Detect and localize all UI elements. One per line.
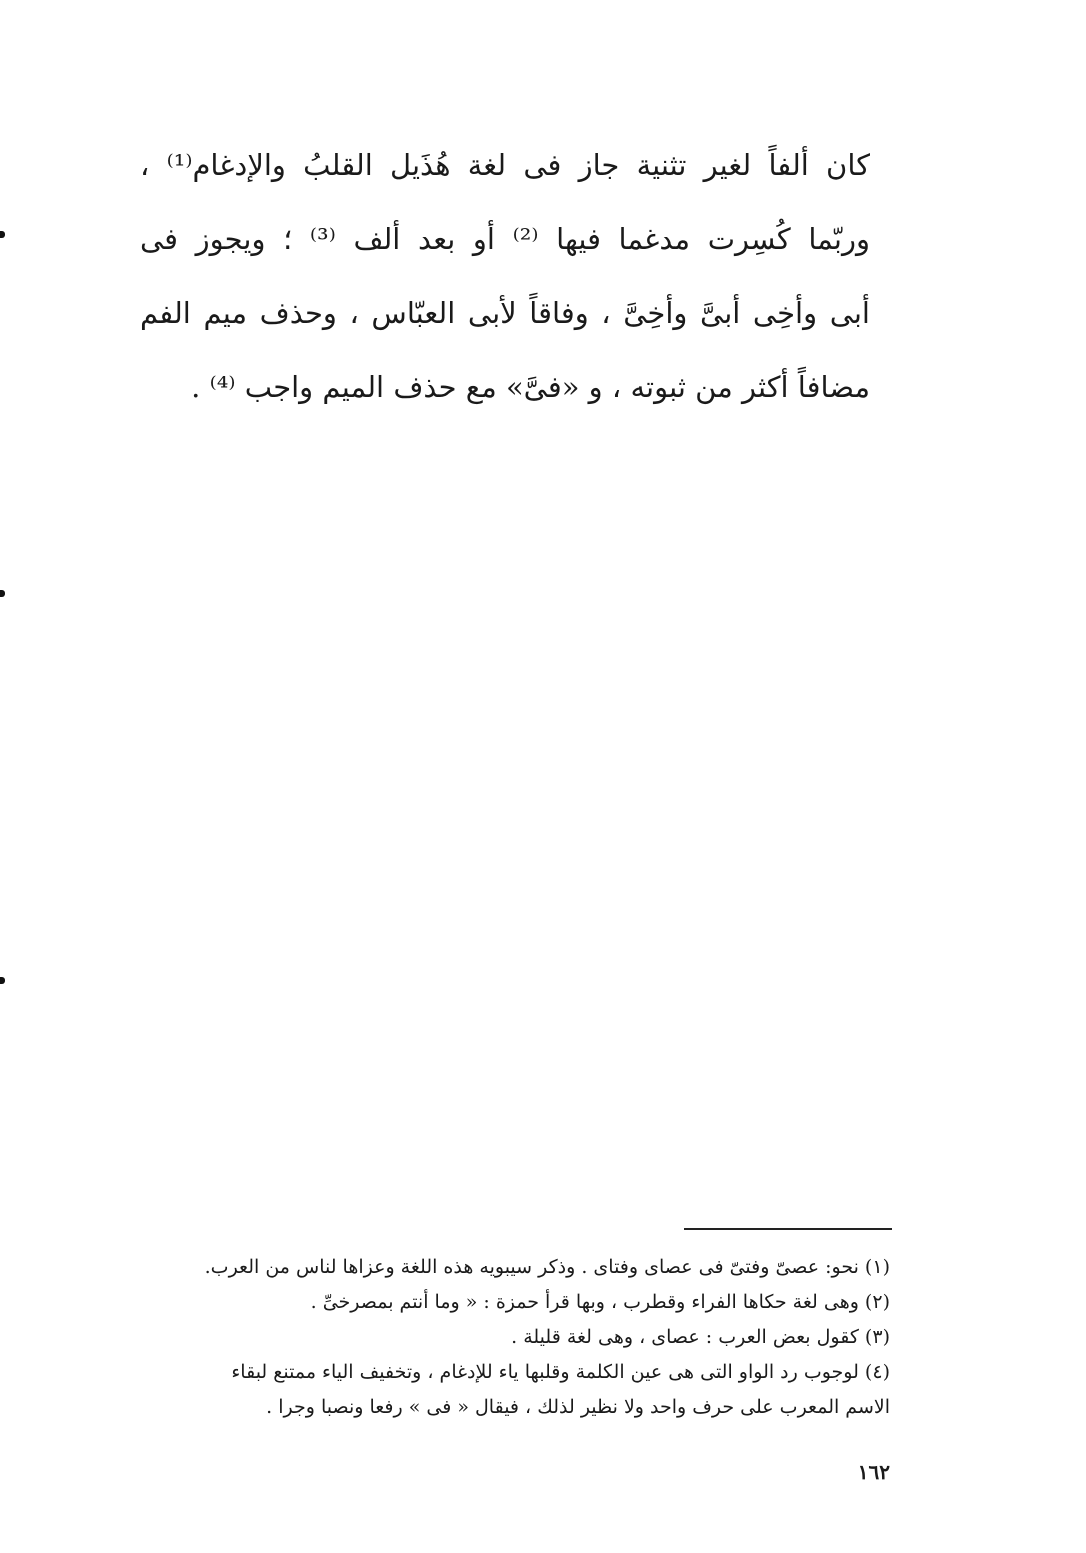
footnote-4-continuation: الاسم المعرب على حرف واحد ولا نظير لذلك ، فيقال « فى » رفعا ونصبا وجرا . bbox=[266, 1396, 890, 1418]
footnote-separator bbox=[684, 1228, 892, 1230]
main-text-line: وربّما كُسِرت مدغما فيها ⁽²⁾ أو بعد ألف ⁽³⁾ ؛ ويجوز فى bbox=[140, 222, 870, 256]
footnote-3: (٣) كقول بعض العرب : عصاى ، وهى لغة قليلة . bbox=[511, 1326, 890, 1348]
main-text-line: أبى وأخِى أبىَّ وأخِىَّ ، وفاقاً لأبى العبّاس ، وحذف ميم الفم bbox=[140, 296, 870, 330]
page-number: ١٦٢ bbox=[857, 1460, 890, 1484]
footnote-2: (٢) وهى لغة حكاها الفراء وقطرب ، وبها قرأ حمزة : « وما أنتم بمصرخىِّ . bbox=[310, 1291, 890, 1313]
margin-mark bbox=[0, 231, 5, 238]
main-text-line: مضافاً أكثر من ثبوته ، و «فىَّ» مع حذف الميم واجب ⁽⁴⁾ . bbox=[191, 370, 870, 404]
footnotes-block bbox=[150, 1250, 890, 1425]
footnote-1: (١) نحو: عصىّ وفتىّ فى عصاى وفتاى . وذكر سيبويه هذه اللغة وعزاها لناس من العرب. bbox=[204, 1256, 890, 1278]
main-text-block bbox=[140, 128, 870, 424]
margin-mark bbox=[0, 977, 5, 984]
margin-mark bbox=[0, 590, 5, 597]
main-text-line: كان ألفاً لغير تثنية جاز فى لغة هُذَيل القلبُ والإدغام⁽¹⁾ ، bbox=[140, 148, 870, 182]
footnote-4: (٤) لوجوب رد الواو التى هى عين الكلمة وقلبها ياء للإدغام ، وتخفيف الياء ممتنع لبقاء bbox=[231, 1361, 890, 1383]
